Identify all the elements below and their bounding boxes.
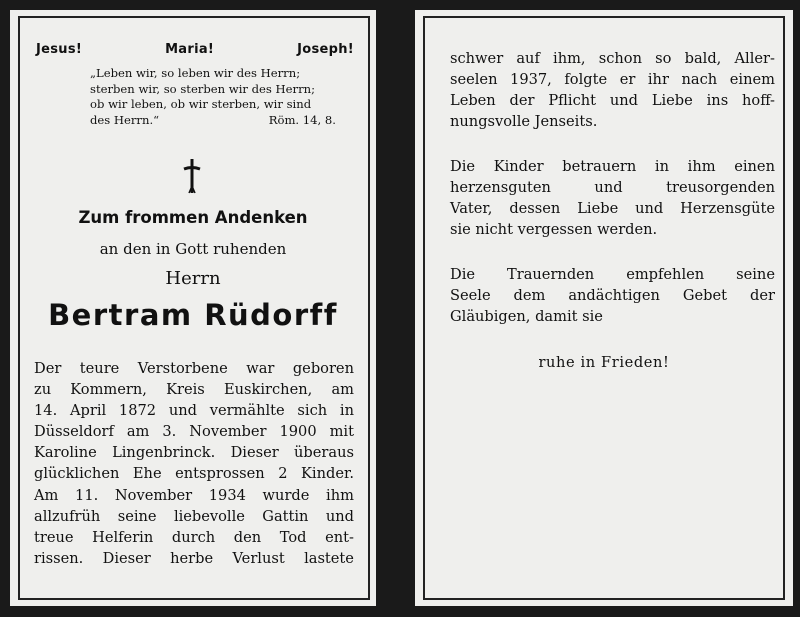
text-line — [34, 379, 354, 400]
word: den — [233, 528, 262, 546]
memorial-subheading: an den in Gott ruhenden — [99, 240, 287, 258]
text-line — [450, 69, 775, 90]
word: lastete — [304, 549, 354, 567]
word: 1872 — [118, 402, 157, 420]
quote-line: sterben wir, so sterben wir des Herrn; — [90, 81, 315, 96]
word: treusorgenden — [666, 179, 775, 197]
memorial-heading: Zum frommen Andenken — [78, 208, 308, 227]
word: Kinder. — [301, 465, 354, 483]
word: herzensguten — [450, 179, 551, 197]
word: in — [654, 158, 669, 175]
word: Aller- — [734, 50, 775, 67]
text-line — [34, 506, 354, 527]
word: bald, — [684, 50, 722, 67]
word: Kreis — [166, 381, 205, 399]
text-line — [34, 421, 354, 442]
text-line — [450, 264, 775, 285]
word: 1934 — [208, 486, 246, 504]
word: teure — [79, 360, 120, 377]
word: am — [126, 423, 150, 441]
word: Die — [450, 266, 476, 283]
word: Helferin — [92, 528, 154, 546]
word: in — [339, 402, 354, 420]
word: am — [331, 381, 354, 399]
text-line — [34, 548, 354, 569]
word: überaus — [294, 444, 354, 462]
deceased-name: Bertram Rüdorff — [48, 298, 338, 332]
word: ihm — [687, 158, 716, 175]
word: und — [168, 402, 197, 420]
word: ihm, — [553, 50, 586, 67]
quote-reference: Röm. 14, 8. — [268, 112, 336, 127]
text-line — [34, 463, 354, 484]
word: betrauern — [562, 158, 637, 175]
word: seelen — [450, 71, 498, 89]
text-line — [34, 400, 354, 421]
word: Gattin — [262, 507, 309, 525]
text-line — [450, 285, 775, 306]
quote-line: ob wir leben, ob wir sterben, wir sind — [90, 97, 312, 111]
word: so — [655, 50, 672, 67]
text-line-final: Gläubigen, damit sie — [450, 308, 603, 326]
word: Herzensgüte — [680, 200, 775, 218]
word: Pflicht — [548, 92, 597, 110]
word: April — [69, 402, 107, 420]
text-line-final: nungsvolle Jenseits. — [450, 113, 598, 131]
word: Lingenbrinck. — [112, 444, 216, 462]
card-back-panel — [415, 10, 793, 606]
text-line-final: sie nicht vergessen werden. — [450, 221, 658, 239]
word: hoff- — [742, 92, 775, 110]
text-line — [34, 485, 354, 506]
quote-line: „Leben wir, so leben wir des Herrn; — [90, 66, 301, 80]
word: November — [189, 423, 267, 441]
word: schwer — [450, 50, 504, 67]
word: Ehe — [132, 465, 162, 483]
word: 11. — [75, 486, 99, 504]
invocation-maria: Maria! — [165, 42, 215, 57]
word: Gebet — [682, 287, 728, 305]
word: Der — [34, 360, 62, 377]
word: Düsseldorf — [34, 423, 114, 441]
invocations-row — [36, 42, 354, 57]
word: Dieser — [102, 549, 151, 567]
biography-continuation — [450, 48, 775, 132]
word: ihm — [326, 486, 354, 504]
word: ihr — [647, 71, 669, 89]
word: durch — [171, 528, 216, 546]
word: Seele — [450, 287, 491, 305]
word: seine — [117, 507, 157, 525]
word: empfehlen — [626, 266, 705, 283]
word: Vater, — [450, 200, 493, 218]
children-paragraph — [450, 156, 775, 240]
word: Karoline — [34, 444, 97, 462]
word: Verlust — [232, 549, 285, 567]
word: November — [114, 486, 193, 504]
closing-line: ruhe in Frieden! — [538, 354, 670, 371]
word: Liebe — [651, 92, 693, 110]
honorific: Herrn — [165, 268, 221, 289]
word: Kinder — [493, 158, 544, 175]
word: vermählte — [209, 402, 285, 420]
word: Am — [34, 486, 59, 504]
word: dessen — [509, 200, 561, 218]
word: Tod — [279, 528, 307, 546]
word: Euskirchen, — [223, 381, 313, 399]
word: entsprossen — [175, 465, 265, 483]
word: 14. — [34, 402, 58, 420]
word: Die — [450, 158, 476, 175]
word: dem — [513, 287, 546, 305]
word: und — [635, 200, 664, 218]
word: der — [749, 287, 775, 305]
word: 3. — [162, 423, 177, 441]
word: und — [325, 507, 354, 525]
word: rissen. — [34, 549, 84, 567]
word: seine — [736, 266, 775, 283]
quote-line: des Herrn.“ — [90, 112, 160, 127]
word: andächtigen — [568, 287, 660, 305]
word: Verstorbene — [137, 360, 228, 377]
text-line — [450, 90, 775, 111]
card-front-panel — [10, 10, 376, 606]
text-line — [450, 48, 775, 69]
biography-text — [34, 358, 354, 569]
bible-quote — [90, 66, 356, 128]
word: Dieser — [230, 444, 279, 462]
word: 1937, — [510, 71, 552, 89]
word: liebevolle — [173, 507, 245, 525]
word: und — [594, 179, 623, 197]
word: Liebe — [577, 200, 619, 218]
word: geboren — [292, 360, 354, 377]
word: schon — [598, 50, 642, 67]
word: auf — [516, 50, 540, 67]
word: er — [619, 71, 636, 89]
invocation-jesus: Jesus! — [36, 42, 83, 57]
word: folgte — [564, 71, 608, 89]
word: sich — [297, 402, 328, 420]
word: ent- — [325, 528, 354, 546]
word: glücklichen — [34, 465, 120, 483]
word: der — [509, 92, 535, 110]
cross-icon — [180, 158, 204, 194]
word: wurde — [262, 486, 310, 504]
word: einem — [729, 71, 775, 89]
word: herbe — [170, 549, 214, 567]
invocation-joseph: Joseph! — [297, 42, 354, 57]
text-line — [34, 358, 354, 379]
text-line — [450, 177, 775, 198]
text-line — [450, 198, 775, 219]
word: und — [609, 92, 638, 110]
word: Leben — [450, 92, 496, 110]
text-line — [34, 442, 354, 463]
word: treue — [34, 528, 74, 546]
prayer-request-paragraph — [450, 264, 775, 327]
quote-last-line — [90, 113, 356, 129]
word: mit — [329, 423, 354, 441]
word: Trauernden — [507, 266, 595, 283]
word: zu — [34, 381, 52, 399]
word: Kommern, — [70, 381, 147, 399]
word: allzufrüh — [34, 507, 101, 525]
text-line — [34, 527, 354, 548]
word: war — [246, 360, 275, 377]
text-line — [450, 156, 775, 177]
word: nach — [681, 71, 718, 89]
word: 2 — [278, 465, 288, 483]
word: 1900 — [279, 423, 317, 441]
word: ins — [706, 92, 729, 110]
word: einen — [734, 158, 775, 175]
